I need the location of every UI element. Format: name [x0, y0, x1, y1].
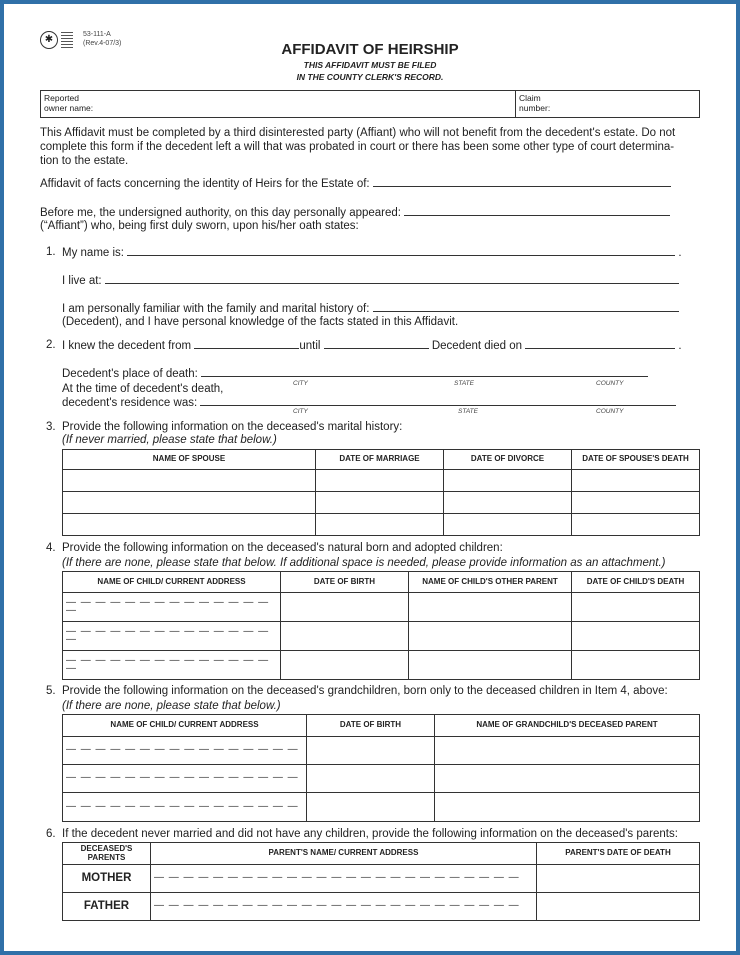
place-of-death-field[interactable]	[201, 366, 648, 377]
item5-note: (If there are none, please state that below.)	[62, 700, 281, 712]
my-name-field[interactable]	[127, 245, 675, 256]
mother-name-cell[interactable]: — — — — — — — — — — — — — — — — — — — — — — — — —	[151, 865, 537, 893]
knew-from-field[interactable]	[194, 338, 299, 349]
column-header: DATE OF SPOUSE'S DEATH	[572, 450, 700, 470]
column-header: NAME OF SPOUSE	[63, 450, 316, 470]
spouse-name-cell[interactable]	[63, 514, 316, 536]
deceased-parent-cell[interactable]	[435, 765, 700, 793]
column-header: NAME OF CHILD/ CURRENT ADDRESS	[63, 715, 307, 737]
child-death-cell[interactable]	[572, 651, 700, 680]
mother-death-cell[interactable]	[537, 865, 700, 893]
county-label: COUNTY	[596, 380, 624, 387]
table-row	[63, 651, 700, 680]
place-of-death-label: Decedent's place of death:	[62, 368, 198, 380]
child-name-cell[interactable]: — — — — — — — — — — — — — — —	[63, 593, 281, 622]
item4-text: Provide the following information on the deceased's natural born and adopted children:	[62, 542, 503, 554]
until-label: until	[299, 340, 321, 352]
box-divider	[515, 90, 516, 118]
spouse-death-cell[interactable]	[572, 514, 700, 536]
other-parent-cell[interactable]	[409, 622, 572, 651]
table-row	[63, 793, 700, 822]
item2-number: 2.	[46, 339, 56, 351]
grandchild-name-cell[interactable]: — — — — — — — — — — — — — — — —	[63, 793, 307, 822]
item6-text: If the decedent never married and did not have any children, provide the following information on the deceased's parents:	[62, 828, 678, 840]
column-header: DATE OF DIVORCE	[444, 450, 572, 470]
column-header: DATE OF BIRTH	[307, 715, 435, 737]
table-row	[63, 514, 700, 536]
before-me-label: Before me, the undersigned authority, on this day personally appeared:	[40, 207, 401, 219]
form-revision: (Rev.4-07/3)	[83, 40, 122, 47]
other-parent-cell[interactable]	[409, 651, 572, 680]
intro-line-1: This Affidavit must be completed by a third disinterested party (Affiant) who will not benefit from the decedent's estate. Do not	[40, 127, 676, 139]
marital-history-table	[62, 449, 700, 536]
deceased-parent-cell[interactable]	[435, 737, 700, 765]
divorce-date-cell[interactable]	[444, 492, 572, 514]
grandchildren-table	[62, 714, 700, 822]
state-label: STATE	[458, 408, 478, 415]
spouse-death-cell[interactable]	[572, 492, 700, 514]
affiant-line: (“Affiant”) who, being first duly sworn, upon his/her oath states:	[40, 220, 359, 232]
column-header: DATE OF BIRTH	[281, 572, 409, 593]
intro-line-3: tion to the estate.	[40, 155, 129, 167]
page-title: AFFIDAVIT OF HEIRSHIP	[281, 41, 459, 58]
table-row	[63, 470, 700, 492]
column-header: DATE OF CHILD'S DEATH	[572, 572, 700, 593]
decedent-name-field[interactable]	[373, 301, 679, 312]
familiar-label: I am personally familiar with the family and marital history of:	[62, 303, 370, 315]
subtitle-2: IN THE COUNTY CLERK'S RECORD.	[296, 72, 444, 82]
date-of-death-field[interactable]	[525, 338, 675, 349]
intro-line-2: complete this form if the decedent left a will that was probated in court or there has been some other type of court determina-	[40, 141, 675, 153]
residence-label-2: decedent's residence was:	[62, 397, 198, 409]
column-header: PARENT'S NAME/ CURRENT ADDRESS	[151, 843, 537, 865]
my-name-label: My name is:	[62, 247, 124, 259]
father-label: FATHER	[63, 893, 151, 921]
item5-text: Provide the following information on the deceased's grandchildren, born only to the deceased children in Item 4, above:	[62, 685, 668, 697]
item3-note: (If never married, please state that below.)	[62, 434, 277, 446]
column-header: NAME OF CHILD'S OTHER PARENT	[409, 572, 572, 593]
item1-number: 1.	[46, 246, 56, 258]
column-header: PARENT'S DATE OF DEATH	[537, 843, 700, 865]
column-header: NAME OF CHILD/ CURRENT ADDRESS	[63, 572, 281, 593]
divorce-date-cell[interactable]	[444, 514, 572, 536]
father-name-cell[interactable]: — — — — — — — — — — — — — — — — — — — — — — — — —	[151, 893, 537, 921]
county-label: COUNTY	[596, 408, 624, 415]
estate-name-field[interactable]	[373, 176, 671, 187]
claim-label-2: number:	[519, 103, 551, 113]
claim-label-1: Claim	[519, 93, 541, 103]
owner-label-1: Reported	[44, 93, 79, 103]
knew-from-label: I knew the decedent from	[62, 340, 192, 352]
parents-table	[62, 842, 700, 921]
father-death-cell[interactable]	[537, 893, 700, 921]
table-row	[63, 893, 700, 921]
table-row	[63, 593, 700, 622]
birth-date-cell[interactable]	[307, 737, 435, 765]
marriage-date-cell[interactable]	[316, 514, 444, 536]
marriage-date-cell[interactable]	[316, 492, 444, 514]
mother-label: MOTHER	[63, 865, 151, 893]
birth-date-cell[interactable]	[281, 622, 409, 651]
child-death-cell[interactable]	[572, 622, 700, 651]
grandchild-name-cell[interactable]: — — — — — — — — — — — — — — — —	[63, 765, 307, 793]
owner-name-field[interactable]	[44, 93, 93, 113]
state-label: STATE	[454, 380, 474, 387]
marriage-date-cell[interactable]	[316, 470, 444, 492]
table-row	[63, 765, 700, 793]
children-table	[62, 571, 700, 680]
item4-number: 4.	[46, 542, 56, 554]
column-header: NAME OF GRANDCHILD'S DECEASED PARENT	[435, 715, 700, 737]
form-number: 53-111-A	[83, 31, 111, 38]
residence-label-1: At the time of decedent's death,	[62, 383, 224, 395]
child-name-cell[interactable]: — — — — — — — — — — — — — — —	[63, 622, 281, 651]
grandchild-name-cell[interactable]: — — — — — — — — — — — — — — — —	[63, 737, 307, 765]
birth-date-cell[interactable]	[307, 793, 435, 822]
table-row	[63, 492, 700, 514]
deceased-parent-cell[interactable]	[435, 793, 700, 822]
live-at-label: I live at:	[62, 275, 102, 287]
live-at-field[interactable]	[105, 273, 679, 284]
other-parent-cell[interactable]	[409, 593, 572, 622]
died-on-label: Decedent died on	[431, 340, 523, 352]
birth-date-cell[interactable]	[281, 651, 409, 680]
table-row	[63, 737, 700, 765]
spouse-name-cell[interactable]	[63, 492, 316, 514]
table-row	[63, 865, 700, 893]
birth-date-cell[interactable]	[281, 593, 409, 622]
item5-number: 5.	[46, 685, 56, 697]
birth-date-cell[interactable]	[307, 765, 435, 793]
spouse-death-cell[interactable]	[572, 470, 700, 492]
city-label: CITY	[293, 380, 308, 387]
item6-number: 6.	[46, 828, 56, 840]
item4-note: (If there are none, please state that below. If additional space is needed, please provide information as an attachment.)	[62, 557, 666, 569]
item3-number: 3.	[46, 421, 56, 433]
owner-label-2: owner name:	[44, 103, 94, 113]
child-name-cell[interactable]: — — — — — — — — — — — — — — —	[63, 651, 281, 680]
table-row	[63, 622, 700, 651]
column-header: DATE OF MARRIAGE	[316, 450, 444, 470]
owner-claim-box	[40, 90, 700, 118]
spouse-name-cell[interactable]	[63, 470, 316, 492]
city-label: CITY	[293, 408, 308, 415]
seal-logo-icon: ✱	[40, 31, 58, 49]
decedent-knowledge-line: (Decedent), and I have personal knowledge of the facts stated in this Affidavit.	[62, 316, 459, 328]
child-death-cell[interactable]	[572, 593, 700, 622]
knew-until-field[interactable]	[324, 338, 429, 349]
subtitle-1: THIS AFFIDAVIT MUST BE FILED	[303, 60, 437, 70]
affiant-name-field[interactable]	[404, 205, 670, 216]
claim-number-field[interactable]	[519, 93, 550, 113]
estate-label: Affidavit of facts concerning the identity of Heirs for the Estate of:	[40, 178, 370, 190]
item3-text: Provide the following information on the deceased's marital history:	[62, 421, 403, 433]
divorce-date-cell[interactable]	[444, 470, 572, 492]
column-header: DECEASED'S PARENTS	[63, 843, 151, 865]
residence-field[interactable]	[200, 395, 676, 406]
